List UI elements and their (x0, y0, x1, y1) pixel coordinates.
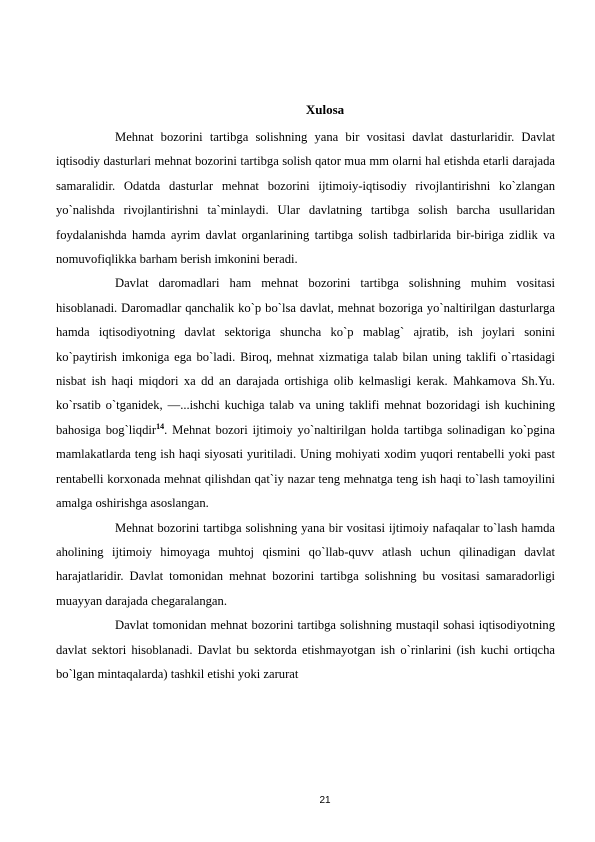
body-text (56, 125, 555, 686)
paragraph-4: Davlat tomonidan mehnat bozorini tartibga solishning mustaqil sohasi iqtisodiyotning davlat sektori hisoblanadi. Davlat bu sektorda etishmayotgan ish o`rinlarini (ish kuchi ortiqcha bo`lgan mintaqalarda) tashkil etishi yoki zarurat (56, 618, 555, 681)
paragraph-2-part-1: Davlat daromadlari ham mehnat bozorini tartibga solishning muhim vositasi hisoblanadi. Daromadlar qanchalik ko`p bo`lsa davlat, mehnat bozoriga yo`naltirilgan dasturlarga hamda iqtisodiyotning davlat sektoriga shuncha ko`p mablag` ajratib, ish joylari sonini ko`paytirish imkoniga ega bo`ladi. Biroq, mehnat xizmatiga talab bilan uning taklifi o`rtasidagi nisbat ish haqi miqdori xa dd an darajada ortishiga olib kelmasligi kerak. Mahkamova Sh.Yu. ko`rsatib o`tganidek, ―...ishchi kuchiga talab va uning taklifi mehnat bozoridagi ish kuchining bahosiga bog`liqdir (56, 276, 555, 437)
paragraph-3: Mehnat bozorini tartibga solishning yana bir vositasi ijtimoiy nafaqalar to`lash hamda aholining ijtimoiy himoyaga muhtoj qismini qo`llab-quvv atlash uchun qilinadigan davlat harajatlaridir. Davlat tomonidan mehnat bozorini tartibga solishning bu vositasi samaradorligi muayyan darajada chegaralangan. (56, 520, 555, 608)
paragraph-1: Mehnat bozorini tartibga solishning yana bir vositasi davlat dasturlaridir. Davlat iqtisodiy dasturlari mehnat bozorini tartibga solish qator mua mm olarni hal etishda etarli darajada samaralidir. Odatda dasturlar mehnat bozorini ijtimoiy-iqtisodiy rivojlantirishni ko`zlangan yo`nalishda rivojlantirishni ta`minlaydi. Ular davlatning tartibga solish barcha usullaridan foydalanishda hamda ayrim davlat organlarining tartibga solish tadbirlarida bir-biriga zidlik va nomuvofiqlikka barham berish imkonini beradi. (56, 130, 555, 267)
footnote-marker: 14 (156, 421, 165, 431)
paragraph-2-part-2: . Mehnat bozori ijtimoiy yo`naltirilgan holda tartibga solinadigan ko`pgina mamlakatlarda teng ish haqi siyosati yuritiladi. Uning mohiyati xodim yuqori rentabelli yoki past rentabelli korxonada mehnat qilishdan qat`iy nazar teng mehnatga teng ish haqi to`lash tamoyilini amalga oshirishga asoslangan. (56, 422, 555, 511)
section-title: Xulosa (305, 102, 345, 117)
page-number: 21 (319, 795, 331, 806)
paragraph-2 (56, 271, 555, 515)
